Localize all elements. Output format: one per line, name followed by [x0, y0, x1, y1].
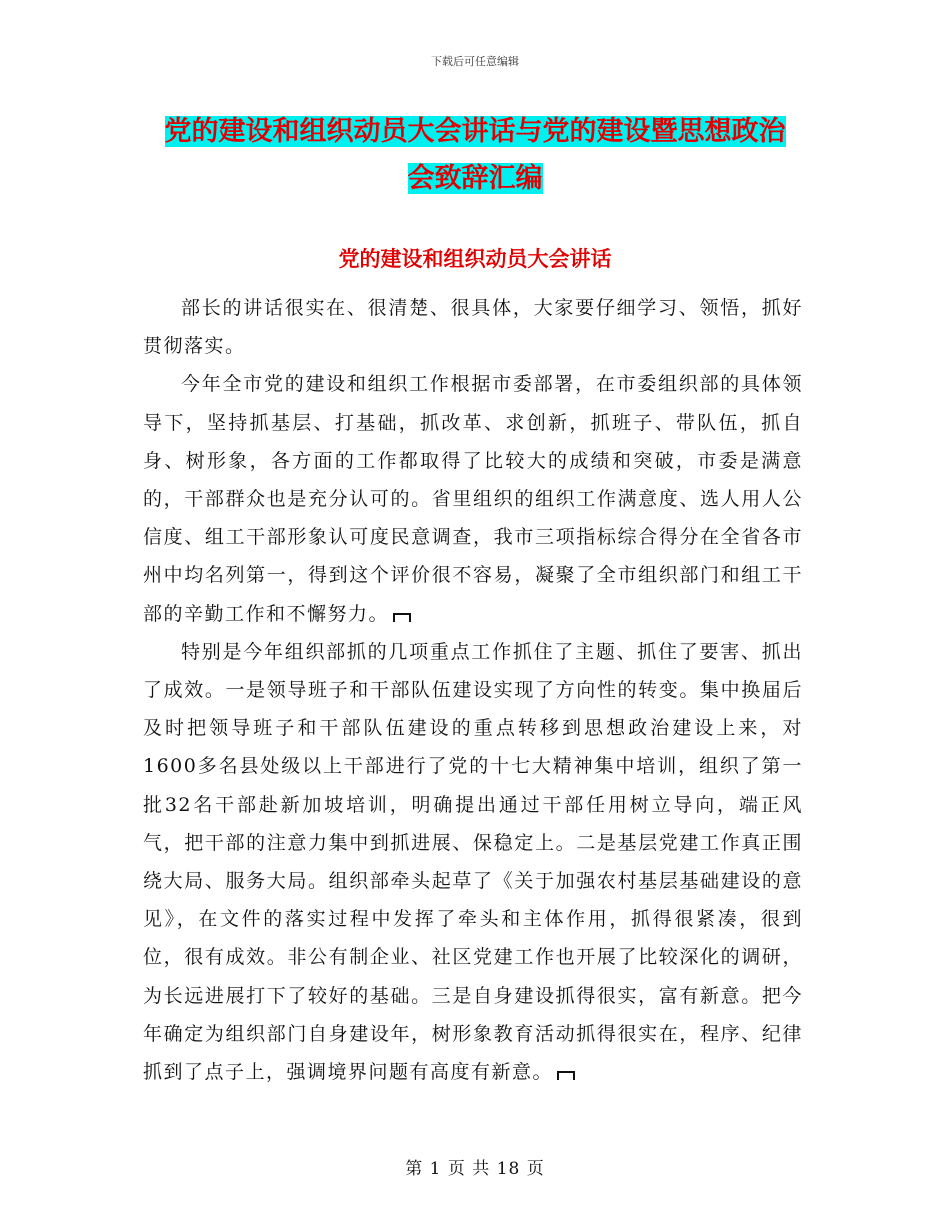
paragraph-mark-icon	[557, 1071, 575, 1080]
paragraph-text: 特别是今年组织部抓的几项重点工作抓住了主题、抓住了要害、抓出了成效。一是领导班子和干部队伍建设实现了方向性的转变。集中换届后及时把领导班子和干部队伍建设的重点转移到思想政治建设上来，对1600多名县处级以上干部进行了党的十七大精神集中培训，组织了第一批32名干部赴新加坡培训，明确提出通过干部任用树立导向，端正风气，把干部的注意力集中到抓进展、保稳定上。二是基层党建工作真正围绕大局、服务大局。组织部牵头起草了《关于加强农村基层基础建设的意见》，在文件的落实过程中发挥了牵头和主体作用，抓得很紧凑，很到位，很有成效。非公有制企业、社区党建工作也开展了比较深化的调研，为长远进展打下了较好的基础。三是自身建设抓得很实，富有新意。把今年确定为组织部门自身建设年，树形象教育活动抓得很实在，程序、纪律抓到了点子上，强调境界问题有高度有新意。	[143, 640, 803, 1084]
header-note: 下载后可任意编辑	[431, 55, 519, 68]
document-title	[140, 108, 810, 202]
paragraph-text: 今年全市党的建设和组织工作根据市委部署，在市委组织部的具体领导下，坚持抓基层、打基础，抓改革、求创新，抓班子、带队伍，抓自身、树形象，各方面的工作都取得了比较大的成绩和突破，市委是满意的，干部群众也是充分认可的。省里组织的组织工作满意度、选人用人公信度、组工干部形象认可度民意调查，我市三项指标综合得分在全省各市州中均名列第一，得到这个评价很不容易，凝聚了全市组织部门和组工干部的辛勤工作和不懈努力。	[143, 373, 803, 625]
paragraph	[143, 289, 803, 365]
document-body	[143, 289, 803, 1091]
title-line-2: 会致辞汇编	[407, 163, 543, 194]
paragraph-mark-icon	[393, 613, 411, 622]
paragraph-text: 部长的讲话很实在、很清楚、很具体，大家要仔细学习、领悟，抓好贯彻落实。	[143, 297, 803, 358]
paragraph	[143, 365, 803, 632]
title-line-1: 党的建设和组织动员大会讲话与党的建设暨思想政治	[164, 116, 786, 147]
paragraph	[143, 633, 803, 1091]
section-title: 党的建设和组织动员大会讲话	[338, 247, 612, 271]
page-number-footer: 第 1 页 共 18 页	[405, 1159, 545, 1179]
